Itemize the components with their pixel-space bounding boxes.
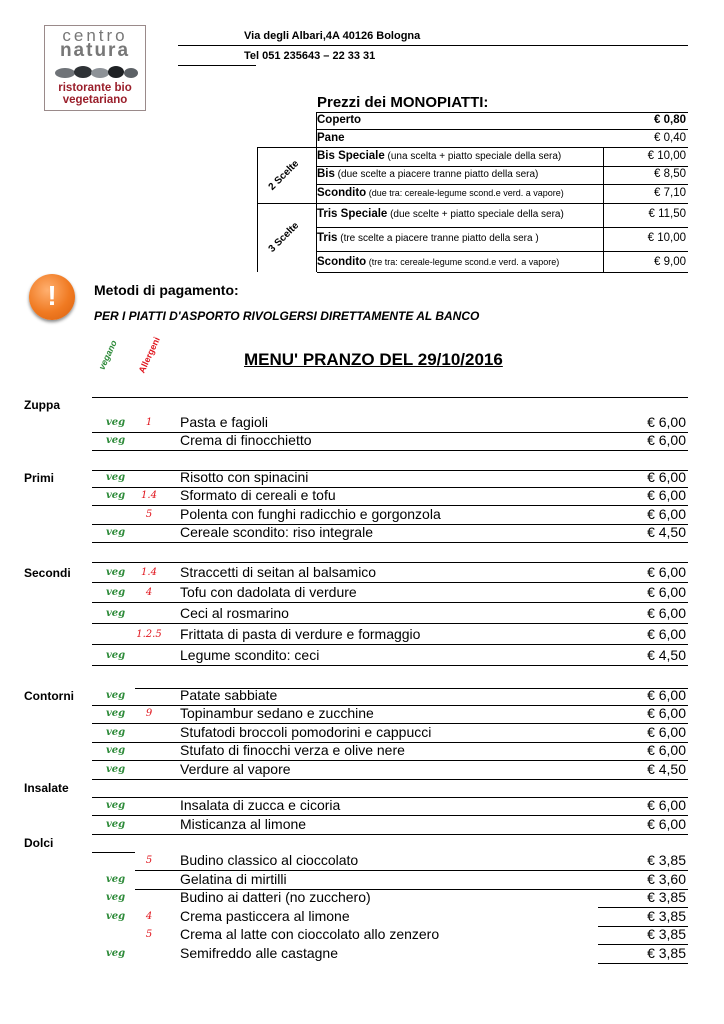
item-price: € 3,85 <box>647 926 686 942</box>
price-value: € 8,50 <box>654 168 686 180</box>
price-value: € 10,00 <box>647 232 686 244</box>
menu-item <box>0 506 724 524</box>
price-label: Pane <box>317 132 345 144</box>
item-price: € 6,00 <box>647 414 686 430</box>
menu-item <box>0 524 724 542</box>
stones-icon <box>53 64 139 80</box>
item-price: € 3,60 <box>647 871 686 887</box>
item-price: € 6,00 <box>647 724 686 740</box>
payment-title: Metodi di pagamento: <box>94 282 239 298</box>
row-divider <box>92 450 688 451</box>
item-name: Tofu con dadolata di verdure <box>180 584 357 600</box>
veg-mark: veg <box>106 417 126 428</box>
veg-mark: veg <box>106 490 126 501</box>
row-divider <box>92 562 688 563</box>
item-price: € 6,00 <box>647 816 686 832</box>
allergen-codes: 1.4 <box>141 490 157 501</box>
warning-icon: ! <box>29 274 75 320</box>
item-price: € 4,50 <box>647 761 686 777</box>
category-zuppa: Zuppa <box>24 398 60 412</box>
veg-mark: veg <box>106 690 126 701</box>
price-value: € 10,00 <box>647 150 686 162</box>
item-price: € 6,00 <box>647 605 686 621</box>
item-name: Crema di finocchietto <box>180 432 312 448</box>
prices-border <box>317 129 688 130</box>
veg-mark: veg <box>106 948 126 959</box>
item-name: Ceci al rosmarino <box>180 605 289 621</box>
veg-mark: veg <box>106 874 126 885</box>
menu-item <box>0 871 724 889</box>
logo-subtitle <box>45 82 145 106</box>
category-primi: Primi <box>24 471 55 485</box>
price-value: € 0,80 <box>654 114 686 126</box>
item-name: Legume scondito: ceci <box>180 647 320 663</box>
veg-mark: veg <box>106 472 126 483</box>
prices-border <box>257 203 688 204</box>
menu-item <box>0 761 724 779</box>
category-secondi: Secondi <box>24 566 71 580</box>
veg-mark: veg <box>106 892 126 903</box>
menu-item <box>0 908 724 926</box>
veg-mark: veg <box>106 745 126 756</box>
price-value: € 0,40 <box>654 132 686 144</box>
category-contorni: Contorni <box>24 689 74 703</box>
phone: Tel 051 235643 – 22 33 31 <box>244 50 376 62</box>
allergen-codes: 5 <box>145 929 153 940</box>
item-price: € 3,85 <box>647 889 686 905</box>
allergen-codes: 5 <box>145 855 153 866</box>
row-divider <box>92 779 688 780</box>
veg-mark: veg <box>106 527 126 538</box>
item-price: € 6,00 <box>647 506 686 522</box>
menu-item <box>0 816 724 834</box>
row-divider <box>92 665 688 666</box>
logo-text-centro: centro <box>62 26 128 45</box>
item-name: Budino classico al cioccolato <box>180 852 359 868</box>
price-label: Coperto <box>317 114 362 126</box>
item-name: Frittata di pasta di verdure e formaggio <box>180 626 421 642</box>
logo-text-natura: natura <box>59 40 131 61</box>
item-name: Gelatina di mirtilli <box>180 871 287 887</box>
item-name: Verdure al vapore <box>180 761 291 777</box>
veg-mark: veg <box>106 800 126 811</box>
veg-mark: veg <box>106 911 126 922</box>
prices-border <box>317 272 688 273</box>
item-price: € 6,00 <box>647 626 686 642</box>
allergen-codes: 1.2.5 <box>136 629 162 640</box>
menu-item <box>0 945 724 963</box>
row-divider <box>598 963 688 964</box>
prices-border <box>257 147 258 272</box>
item-price: € 4,50 <box>647 647 686 663</box>
menu-item <box>0 469 724 487</box>
item-price: € 3,85 <box>647 945 686 961</box>
row-divider <box>92 623 688 624</box>
veg-mark: veg <box>106 650 126 661</box>
item-name: Sformato di cereali e tofu <box>180 487 336 503</box>
prices-border <box>317 227 688 228</box>
allergen-codes: 4 <box>145 911 153 922</box>
allergen-codes: 4 <box>145 587 153 598</box>
allergen-codes: 9 <box>145 708 153 719</box>
group-3-scelte: 3 Scelte <box>266 220 302 255</box>
item-name: Crema al latte con cioccolato allo zenzero <box>180 926 440 942</box>
veg-mark: veg <box>106 819 126 830</box>
item-name: Stufato di finocchi verza e olive nere <box>180 742 405 758</box>
menu-item <box>0 724 724 742</box>
legend-vegano: vegano <box>96 338 119 372</box>
menu-item <box>0 584 724 602</box>
item-name: Insalata di zucca e cicoria <box>180 797 341 813</box>
menu-item <box>0 926 724 944</box>
menu-item <box>0 889 724 907</box>
payment-note: PER I PIATTI D'ASPORTO RIVOLGERSI DIRETTAMENTE AL BANCO <box>94 309 480 323</box>
item-price: € 4,50 <box>647 524 686 540</box>
price-label: Bis (due scelte a piacere tranne piatto della sera) <box>317 168 539 180</box>
prices-border <box>317 112 688 113</box>
menu-item <box>0 797 724 815</box>
item-price: € 6,00 <box>647 469 686 485</box>
category-insalate: Insalate <box>24 781 69 795</box>
item-name: Patate sabbiate <box>180 687 278 703</box>
item-name: Risotto con spinacini <box>180 469 309 485</box>
item-name: Pasta e fagioli <box>180 414 268 430</box>
item-name: Crema pasticcera al limone <box>180 908 350 924</box>
row-divider <box>92 602 688 603</box>
menu-title: MENU' PRANZO DEL 29/10/2016 <box>244 350 503 369</box>
price-label: Tris (tre scelte a piacere tranne piatto della sera ) <box>317 232 539 244</box>
item-price: € 3,85 <box>647 852 686 868</box>
price-label: Scondito (tre tra: cereale-legume scond.e verd. a vapore) <box>317 256 560 268</box>
row-divider <box>92 582 688 583</box>
category-dolci: Dolci <box>24 836 54 850</box>
item-name: Cereale scondito: riso integrale <box>180 524 373 540</box>
menu-item <box>0 647 724 665</box>
item-name: Misticanza al limone <box>180 816 307 832</box>
item-name: Stufatodi broccoli pomodorini e cappucci <box>180 724 432 740</box>
item-name: Semifreddo alle castagne <box>180 945 338 961</box>
veg-mark: veg <box>106 587 126 598</box>
legend-allergeni: Allergeni <box>136 335 162 375</box>
prices-border <box>317 166 688 167</box>
menu-item <box>0 605 724 623</box>
menu-item <box>0 742 724 760</box>
restaurant-logo <box>44 25 146 111</box>
item-price: € 6,00 <box>647 564 686 580</box>
price-label: Scondito (due tra: cereale-legume scond.e verd. a vapore) <box>317 187 564 199</box>
menu-item <box>0 626 724 644</box>
row-divider <box>92 542 688 543</box>
row-divider <box>92 834 688 835</box>
item-price: € 6,00 <box>647 432 686 448</box>
item-price: € 6,00 <box>647 687 686 703</box>
item-name: Topinambur sedano e zucchine <box>180 705 374 721</box>
phone-divider <box>178 65 256 66</box>
veg-mark: veg <box>106 764 126 775</box>
group-2-scelte: 2 Scelte <box>266 158 302 193</box>
price-label: Bis Speciale (una scelta + piatto speciale della sera) <box>317 150 562 162</box>
menu-item <box>0 705 724 723</box>
item-price: € 6,00 <box>647 487 686 503</box>
prices-border <box>603 147 604 272</box>
prices-border <box>257 147 688 148</box>
veg-mark: veg <box>106 567 126 578</box>
item-name: Budino ai datteri (no zucchero) <box>180 889 371 905</box>
veg-mark: veg <box>106 708 126 719</box>
price-value: € 9,00 <box>654 256 686 268</box>
menu-item <box>0 852 724 870</box>
item-price: € 6,00 <box>647 705 686 721</box>
allergen-codes: 1 <box>145 417 153 428</box>
item-name: Polenta con funghi radicchio e gorgonzola <box>180 506 441 522</box>
price-value: € 7,10 <box>654 187 686 199</box>
address: Via degli Albari,4A 40126 Bologna <box>244 30 421 42</box>
menu-item <box>0 414 724 432</box>
item-price: € 6,00 <box>647 584 686 600</box>
row-divider <box>92 644 688 645</box>
row-divider <box>92 397 688 398</box>
allergen-codes: 1.4 <box>141 567 157 578</box>
veg-mark: veg <box>106 435 126 446</box>
menu-item <box>0 487 724 505</box>
address-divider <box>178 45 688 46</box>
menu-item <box>0 432 724 450</box>
prices-border <box>317 184 688 185</box>
veg-mark: veg <box>106 608 126 619</box>
item-name: Straccetti di seitan al balsamico <box>180 564 377 580</box>
veg-mark: veg <box>106 727 126 738</box>
prices-border <box>317 251 688 252</box>
logo-text-vegetariano: vegetariano <box>62 94 128 106</box>
prices-title: Prezzi dei MONOPIATTI: <box>317 94 489 111</box>
item-price: € 6,00 <box>647 742 686 758</box>
menu-item <box>0 687 724 705</box>
logo-text-ristorante: ristorante bio <box>58 82 132 94</box>
item-price: € 6,00 <box>647 797 686 813</box>
price-label: Tris Speciale (due scelte + piatto speciale della sera) <box>317 208 564 220</box>
menu-item <box>0 564 724 582</box>
price-value: € 11,50 <box>648 208 686 220</box>
item-price: € 3,85 <box>647 908 686 924</box>
allergen-codes: 5 <box>145 509 153 520</box>
